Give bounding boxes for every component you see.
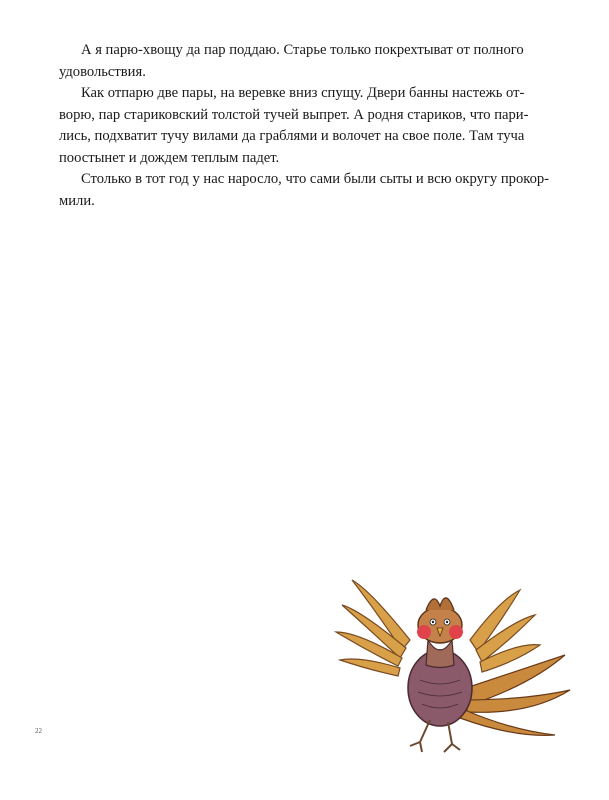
- bird-crest: [426, 598, 454, 610]
- left-wing: [336, 580, 410, 676]
- paragraph-1: [37, 40, 567, 83]
- left-cheek: [417, 625, 431, 639]
- text-line: удовольствия.: [59, 63, 146, 80]
- text-line: Столько в тот год у нас наросло, что сами были сыты и всю округу прокор-: [81, 171, 550, 187]
- right-cheek: [449, 625, 463, 639]
- text-line: поостынет и дождем теплым падет.: [59, 149, 280, 166]
- bird-neck: [426, 640, 454, 668]
- page-number: 22: [35, 727, 42, 735]
- text-line: Как отпарю две пары, на веревке вниз спущу. Двери банны настежь от-: [81, 85, 525, 101]
- text-line: лись, подхватит тучу вилами да граблями и волочет на свое поле. Там туча: [59, 128, 525, 144]
- text-line: мили.: [59, 192, 95, 209]
- text-line: ворю, пар стариковский толстой тучей выпрет. А родня стариков, что пари-: [59, 106, 529, 123]
- paragraph-3: [37, 169, 567, 212]
- tail: [460, 655, 570, 735]
- text-block: [37, 40, 567, 212]
- text-line: А я парю-хвощу да пар поддаю. Старье только покрехтыват от полного: [81, 42, 524, 58]
- right-wing: [470, 590, 540, 672]
- paragraph-2: [37, 83, 567, 169]
- bird-illustration: [330, 570, 580, 760]
